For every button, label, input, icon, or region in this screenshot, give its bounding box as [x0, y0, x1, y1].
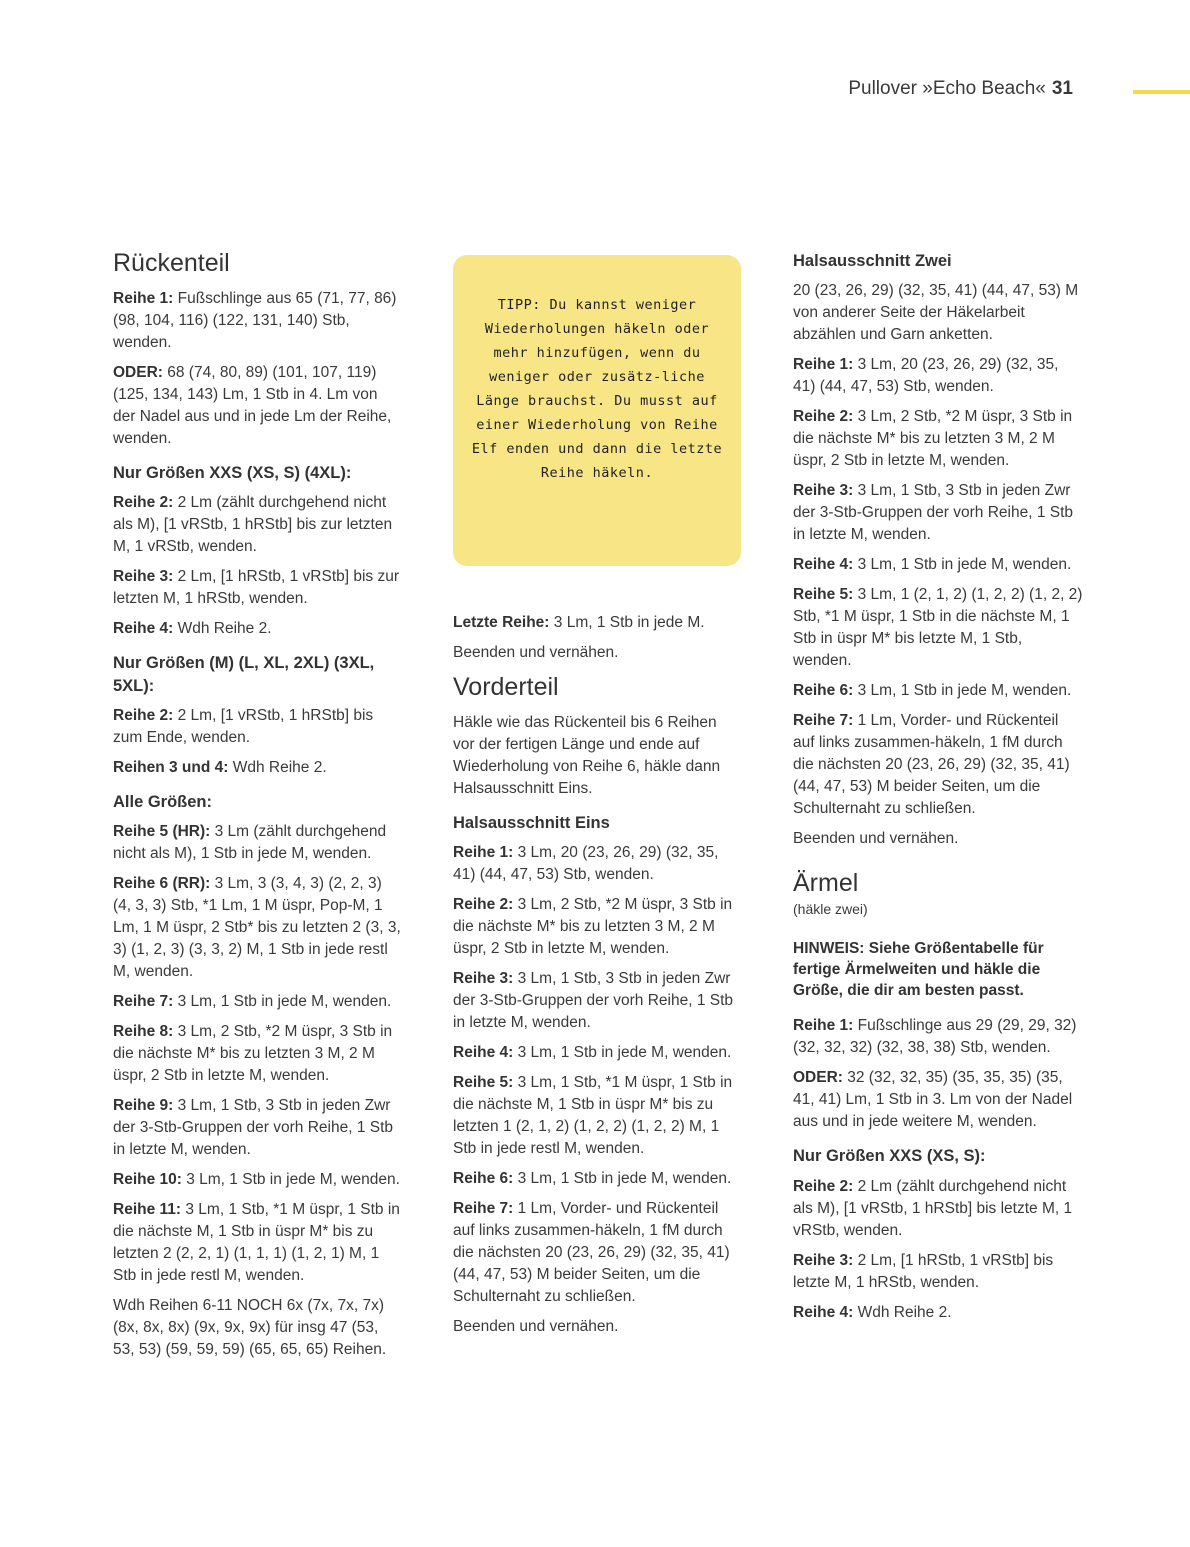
tip-text: TIPP: Du kannst weniger Wiederholungen häkeln oder mehr hinzufügen, wenn du weniger oder zusätz-liche Länge brauchst. Du musst auf einer Wiederholung von Reihe Elf enden und dann die letzte Reihe häkeln. [471, 297, 723, 481]
instruction: Reihe 5 (HR): 3 Lm (zählt durchgehend nicht als M), 1 Stb in jede M, wenden. [113, 823, 387, 863]
tip-box [453, 255, 741, 566]
instruction: Reihe 4: Wdh Reihe 2. [793, 1303, 952, 1321]
instruction: Reihen 3 und 4: Wdh Reihe 2. [113, 758, 327, 776]
instruction: Beenden und vernähen. [453, 1318, 619, 1336]
subheading: Nur Größen (M) (L, XL, 2XL) (3XL, 5XL): [113, 654, 375, 695]
instruction: Reihe 1: 3 Lm, 20 (23, 26, 29) (32, 35, 41) (44, 47, 53) Stb, wenden. [453, 844, 719, 884]
instruction: Reihe 1: Fußschlinge aus 65 (71, 77, 86) (98, 104, 116) (122, 131, 140) Stb, wenden. [113, 290, 397, 351]
instruction: Reihe 11: 3 Lm, 1 Stb, *1 M üspr, 1 Stb in die nächste M, 1 Stb in üspr M* bis zu letzten 2 (2, 2, 1) (1, 1, 1) (1, 2, 1) M, 1 Stb in jede restl M, wenden. [113, 1201, 400, 1285]
instruction: Reihe 3: 3 Lm, 1 Stb, 3 Stb in jeden Zwr der 3-Stb-Gruppen der vorh Reihe, 1 Stb in letzte M, wenden. [793, 482, 1074, 544]
instruction: Reihe 1: 3 Lm, 20 (23, 26, 29) (32, 35, 41) (44, 47, 53) Stb, wenden. [793, 356, 1059, 396]
instruction: Letzte Reihe: 3 Lm, 1 Stb in jede M. [453, 614, 705, 631]
instruction: Reihe 7: 1 Lm, Vorder- und Rückenteil auf links zusammen-häkeln, 1 fM durch die nächsten 20 (23, 26, 29) (32, 35, 41) (44, 47, 53) M beider Seiten, um die Schulternaht zu schließen. [793, 712, 1070, 818]
header-title: Pullover »Echo Beach« [848, 78, 1046, 99]
instruction: Reihe 4: Wdh Reihe 2. [113, 620, 272, 638]
section-title-vorderteil: Vorderteil [453, 673, 559, 701]
section-title-rueckenteil: Rückenteil [113, 249, 230, 277]
instruction: ODER: 32 (32, 32, 35) (35, 35, 35) (35, 41, 41) Lm, 1 Stb in 3. Lm von der Nadel aus und in jede weitere M, wenden. [793, 1069, 1073, 1131]
running-header [848, 78, 1073, 100]
instruction: Reihe 10: 3 Lm, 1 Stb in jede M, wenden. [113, 1171, 400, 1189]
instruction: Reihe 2: 3 Lm, 2 Stb, *2 M üspr, 3 Stb in die nächste M* bis zu letzten 3 M, 2 M üspr, 2 Stb in letzte M, wenden. [453, 896, 733, 958]
subheading: Nur Größen XXS (XS, S) (4XL): [113, 464, 352, 482]
column-left [113, 248, 401, 1369]
instruction: 20 (23, 26, 29) (32, 35, 41) (44, 47, 53) M von anderer Seite der Häkelarbeit abzählen und Garn anketten. [793, 282, 1079, 344]
subheading: Halsausschnitt Eins [453, 814, 610, 832]
instruction: Reihe 5: 3 Lm, 1 Stb, *1 M üspr, 1 Stb in die nächste M, 1 Stb in üspr M* bis zu letzten 1 (2, 1, 2) (1, 2, 2) (1, 2, 2) M, 1 Stb in jede restl M, wenden. [453, 1074, 733, 1158]
instruction: Reihe 3: 3 Lm, 1 Stb, 3 Stb in jeden Zwr der 3-Stb-Gruppen der vorh Reihe, 1 Stb in letzte M, wenden. [453, 970, 734, 1032]
instruction: Reihe 7: 1 Lm, Vorder- und Rückenteil auf links zusammen-häkeln, 1 fM durch die nächsten 20 (23, 26, 29) (32, 35, 41) (44, 47, 53) M beider Seiten, um die Schulternaht zu schließen. [453, 1200, 730, 1306]
instruction: Reihe 8: 3 Lm, 2 Stb, *2 M üspr, 3 Stb in die nächste M* bis zu letzten 3 M, 2 M üspr, 2 Stb in letzte M, wenden. [113, 1023, 393, 1085]
instruction: ODER: 68 (74, 80, 89) (101, 107, 119) (125, 134, 143) Lm, 1 Stb in 4. Lm von der Nadel aus und in jede Lm der Reihe, wenden. [113, 364, 392, 447]
instruction: Reihe 3: 2 Lm, [1 hRStb, 1 vRStb] bis zur letzten M, 1 hRStb, wenden. [113, 568, 400, 608]
instruction: Reihe 2: 2 Lm (zählt durchgehend nicht als M), [1 vRStb, 1 hRStb] bis letzte M, 1 vRStb, wenden. [793, 1177, 1073, 1239]
instruction: Beenden und vernähen. [453, 644, 619, 661]
instruction: Wdh Reihen 6-11 NOCH 6x (7x, 7x, 7x) (8x, 8x, 8x) (9x, 9x, 9x) für insg 47 (53, 53, 53) (59, 59, 59) (65, 65, 65) Reihen. [113, 1297, 387, 1359]
instruction: Reihe 2: 2 Lm, [1 vRStb, 1 hRStb] bis zum Ende, wenden. [113, 706, 374, 746]
subheading: Nur Größen XXS (XS, S): [793, 1147, 986, 1166]
page-number: 31 [1051, 78, 1073, 99]
instruction: Reihe 4: 3 Lm, 1 Stb in jede M, wenden. [453, 1044, 732, 1062]
instruction: Reihe 4: 3 Lm, 1 Stb in jede M, wenden. [793, 556, 1072, 574]
instruction: Reihe 6: 3 Lm, 1 Stb in jede M, wenden. [453, 1170, 732, 1188]
instruction: Reihe 1: Fußschlinge aus 29 (29, 29, 32) (32, 32, 32) (32, 38, 38) Stb, wenden. [793, 1017, 1077, 1057]
instruction: Reihe 2: 2 Lm (zählt durchgehend nicht als M), [1 vRStb, 1 hRStb] bis zur letzten M, 1 vRStb, wenden. [113, 494, 393, 556]
instruction: Reihe 6: 3 Lm, 1 Stb in jede M, wenden. [793, 682, 1072, 700]
instruction: Reihe 2: 3 Lm, 2 Stb, *2 M üspr, 3 Stb in die nächste M* bis zu letzten 3 M, 2 M üspr, 2 Stb in letzte M, wenden. [793, 408, 1073, 470]
column-middle [453, 255, 741, 1346]
instruction: Reihe 5: 3 Lm, 1 (2, 1, 2) (1, 2, 2) (1, 2, 2) Stb, *1 M üspr, 1 Stb in die nächste M, 1 Stb in üspr M* bis letzte M, 1 Stb, wenden. [793, 586, 1083, 670]
accent-line [1133, 90, 1190, 94]
instruction: Reihe 6 (RR): 3 Lm, 3 (3, 4, 3) (2, 2, 3) (4, 3, 3) Stb, *1 Lm, 1 M üspr, Pop-M, 1 Lm, 1 M üspr, 2 Stb* bis zu letzten 2 (3, 3, 3) (1, 2, 3) (3, 3, 2) M, 1 Stb in jede restl M, wenden. [113, 875, 401, 981]
instruction: Reihe 7: 3 Lm, 1 Stb in jede M, wenden. [113, 993, 392, 1011]
instruction: Häkle wie das Rückenteil bis 6 Reihen vor der fertigen Länge und ende auf Wiederholung von Reihe 6, häkle dann Halsausschnitt Eins. [453, 714, 721, 797]
subheading: Halsausschnitt Zwei [793, 252, 952, 270]
instruction: Reihe 9: 3 Lm, 1 Stb, 3 Stb in jeden Zwr der 3-Stb-Gruppen der vorh Reihe, 1 Stb in letzte M, wenden. [113, 1097, 394, 1159]
instruction: Beenden und vernähen. [793, 830, 959, 848]
section-title-aermel: Ärmel [793, 869, 859, 898]
note: HINWEIS: Siehe Größentabelle für fertige Ärmelweiten und häkle die Größe, die dir am besten passt. [793, 940, 1044, 1000]
section-subtitle: (häkle zwei) [793, 901, 868, 918]
subheading: Alle Größen: [113, 792, 213, 811]
instruction: Reihe 3: 2 Lm, [1 hRStb, 1 vRStb] bis letzte M, 1 hRStb, wenden. [793, 1251, 1054, 1291]
column-right [793, 248, 1083, 1332]
